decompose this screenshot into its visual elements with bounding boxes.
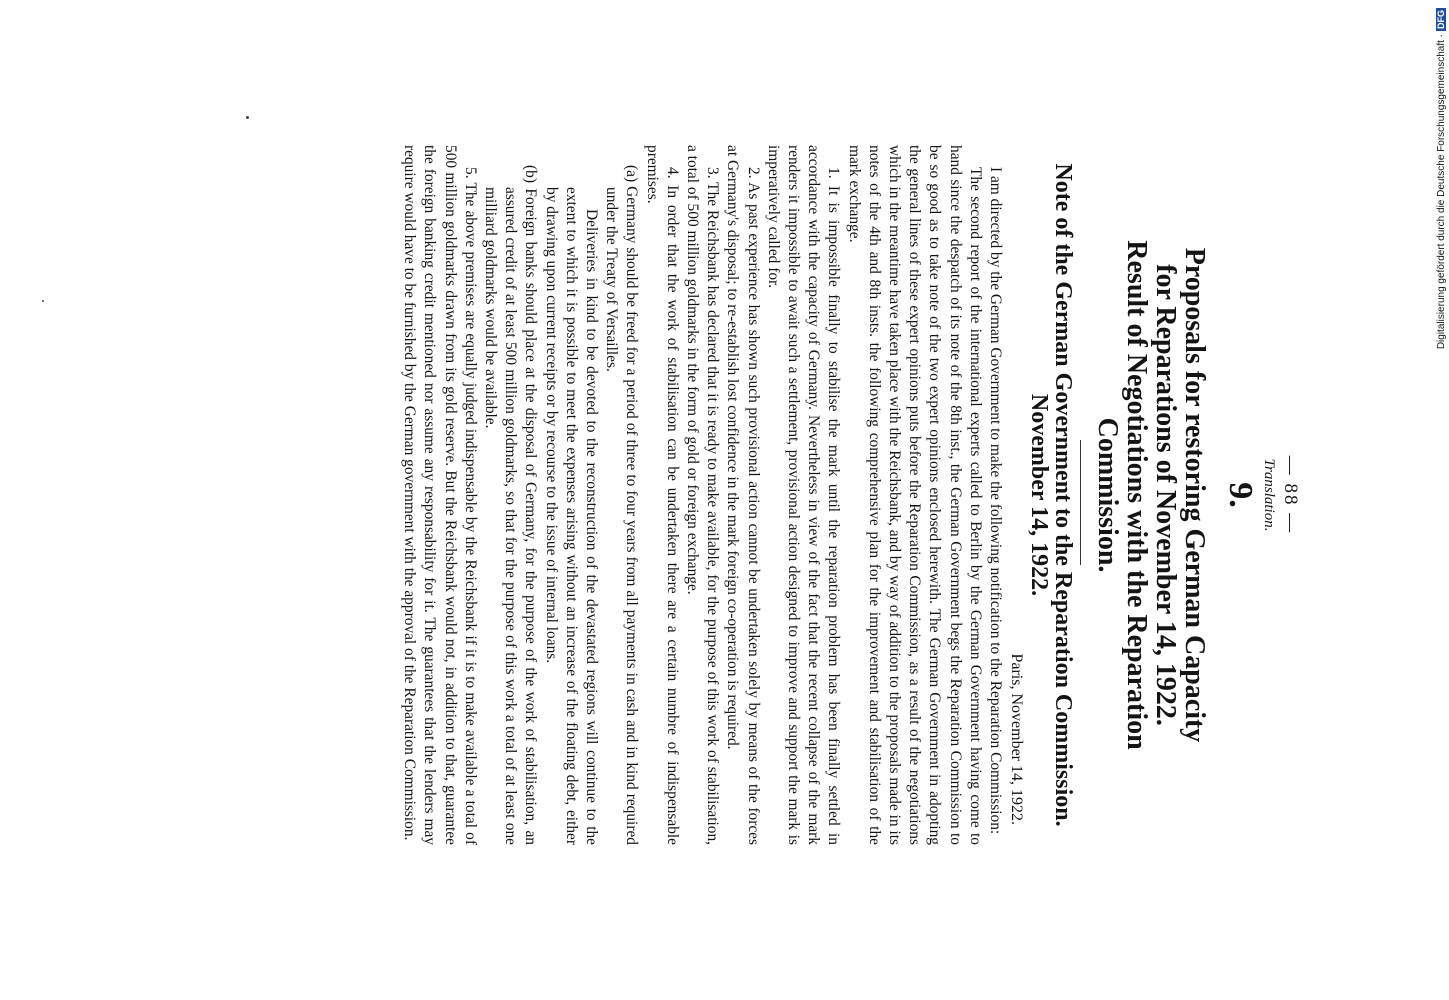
- scan-speck: [246, 116, 249, 119]
- paragraph: 4. In order that the work of stabilisation can be undertaken there are a certain numbre of indispensable premises.: [643, 145, 681, 845]
- paragraph: 3. The Reichsbank has declared that it is ready to make available, for the purpose of this work of stabilisation, a total of 500 million goldmarks in the form of gold or foreign exchange.: [683, 145, 722, 845]
- document-title: [1093, 145, 1209, 845]
- paragraph: I am directed by the German Government to make the following notification to the Reparation Commission:: [987, 167, 1004, 835]
- list-item-b: (b) Foreign banks should place at the disposal of Germany, for the purpose of the work of stabilisation, an assured credit of at least 500 million goldmarks, so that for the purpose of this work a total of at least one milliard goldmarks would be available.: [481, 165, 540, 845]
- paragraph: The second report of the international experts called to Berlin by the German Government having come to hand since the despatch of its note of the 8th inst., the German Government begs the Reparation Commission to be so good as to take note of the two expert opinions enclosed herewith. The German Government in adopting the general lines of these expert opinions puts before the Reparation Commission, as a result of the negotiations which in the meantime have taken place with the Reichsbank, and by way of addition to the proposals made in its notes of the 4th and 8th insts. the following comprehensive plan for the improvement and stabilisation of the mark exchange.: [845, 145, 984, 845]
- dateline: Paris, November 14, 1922.: [1008, 653, 1025, 825]
- note-heading-line: November 14, 1922.: [1026, 393, 1052, 597]
- digitization-credit: [1417, 8, 1447, 388]
- list-item-a-continuation: Deliveries in kind to be devoted to the reconstruction of the devastated regions will continue to the extent to which it is possible to meet the expenses arising without an increase of the floating debt, either by drawing upon current receipts or by recourse to the issue of internal loans.: [542, 187, 600, 845]
- credit-text: Digitalisierung gefördert durch die Deutsche Forschungsgemeinschaft ·: [1435, 34, 1447, 350]
- translation-label: Translation.: [1261, 458, 1277, 532]
- paragraph: 2. As past experience has shown such provisional action cannot be undertaken solely by means of the forces at Germany's disposal; to re-establish lost confidence in the mark foreign co-operation is required.: [724, 145, 762, 845]
- title-line: Result of Negotiations with the Reparation: [1121, 240, 1152, 750]
- dfg-logo: DFG: [1436, 10, 1446, 29]
- title-divider: [1080, 440, 1081, 565]
- scan-speck: [42, 300, 44, 302]
- paragraph: 1. It is impossible finally to stabilise the mark until the reparation problem has been finally settled in accordance with the capacity of Germany. Nevertheless in view of the fact that the recent collapse of the mark renders it impossible to await such a settlement, provisional action designed to improve and support the mark is imperatively called for.: [764, 145, 843, 845]
- rotated-document: [70, 145, 1305, 845]
- title-line: for Reparations of November 14, 1922.: [1150, 264, 1181, 726]
- note-heading-line: Note of the German Government to the Reparation Commission.: [1050, 163, 1076, 827]
- title-line: Proposals for restoring German Capacity: [1179, 247, 1210, 743]
- section-number: 9.: [1222, 482, 1259, 508]
- note-heading: [1027, 145, 1075, 845]
- page-number: — 88 —: [1280, 455, 1301, 535]
- paragraph: 5. The above premises are equally judged indispensable by the Reichsbank if it is to make available a total of 500 million goldmarks drawn from its gold reserve. But the Reichsbank would not, in addition to that, guarantee the foreign banking credit mentioned nor assume any responsability for it. The guarantees that the lenders may require would have to be furnished by the German government with the approval of the Reparation Commission.: [401, 145, 479, 845]
- title-line: Commission.: [1092, 417, 1123, 573]
- list-item-a: (a) Germany should be freed for a period of three to four years from all payments in cash and in kind required under the Treaty of Versailles.: [603, 165, 641, 845]
- body-text: [399, 145, 1005, 845]
